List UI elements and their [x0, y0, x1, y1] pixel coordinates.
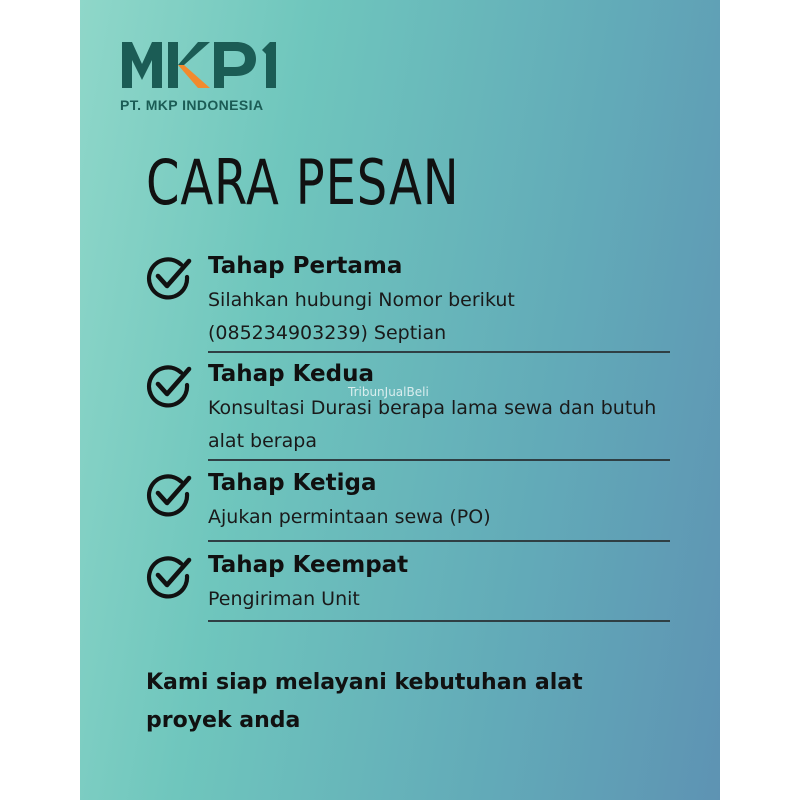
step-title: Tahap Ketiga: [208, 470, 377, 496]
check-circle-icon: [146, 471, 192, 517]
step-title: Tahap Kedua: [208, 361, 374, 387]
poster: [80, 0, 720, 800]
page-title: CARA PESAN: [146, 146, 460, 219]
check-circle-icon: [146, 254, 192, 300]
check-circle-icon: [146, 553, 192, 599]
divider: [208, 620, 670, 622]
closing-message: Kami siap melayani kebutuhan alat proyek anda: [146, 670, 583, 733]
mkp-logo: [118, 36, 278, 92]
divider: [208, 459, 670, 461]
divider: [208, 540, 670, 542]
step-description: Konsultasi Durasi berapa lama sewa dan butuh alat berapa: [208, 397, 657, 452]
step-title: Tahap Keempat: [208, 552, 409, 578]
company-name: PT. MKP INDONESIA: [120, 97, 264, 113]
step-title: Tahap Pertama: [208, 253, 403, 279]
check-circle-icon: [146, 362, 192, 408]
step-description: Silahkan hubungi Nomor berikut (085234903239) Septian: [208, 289, 515, 344]
watermark: TribunJualBeli: [348, 385, 429, 399]
step-description: Pengiriman Unit: [208, 588, 360, 610]
step-description: Ajukan permintaan sewa (PO): [208, 506, 491, 528]
divider: [208, 351, 670, 353]
